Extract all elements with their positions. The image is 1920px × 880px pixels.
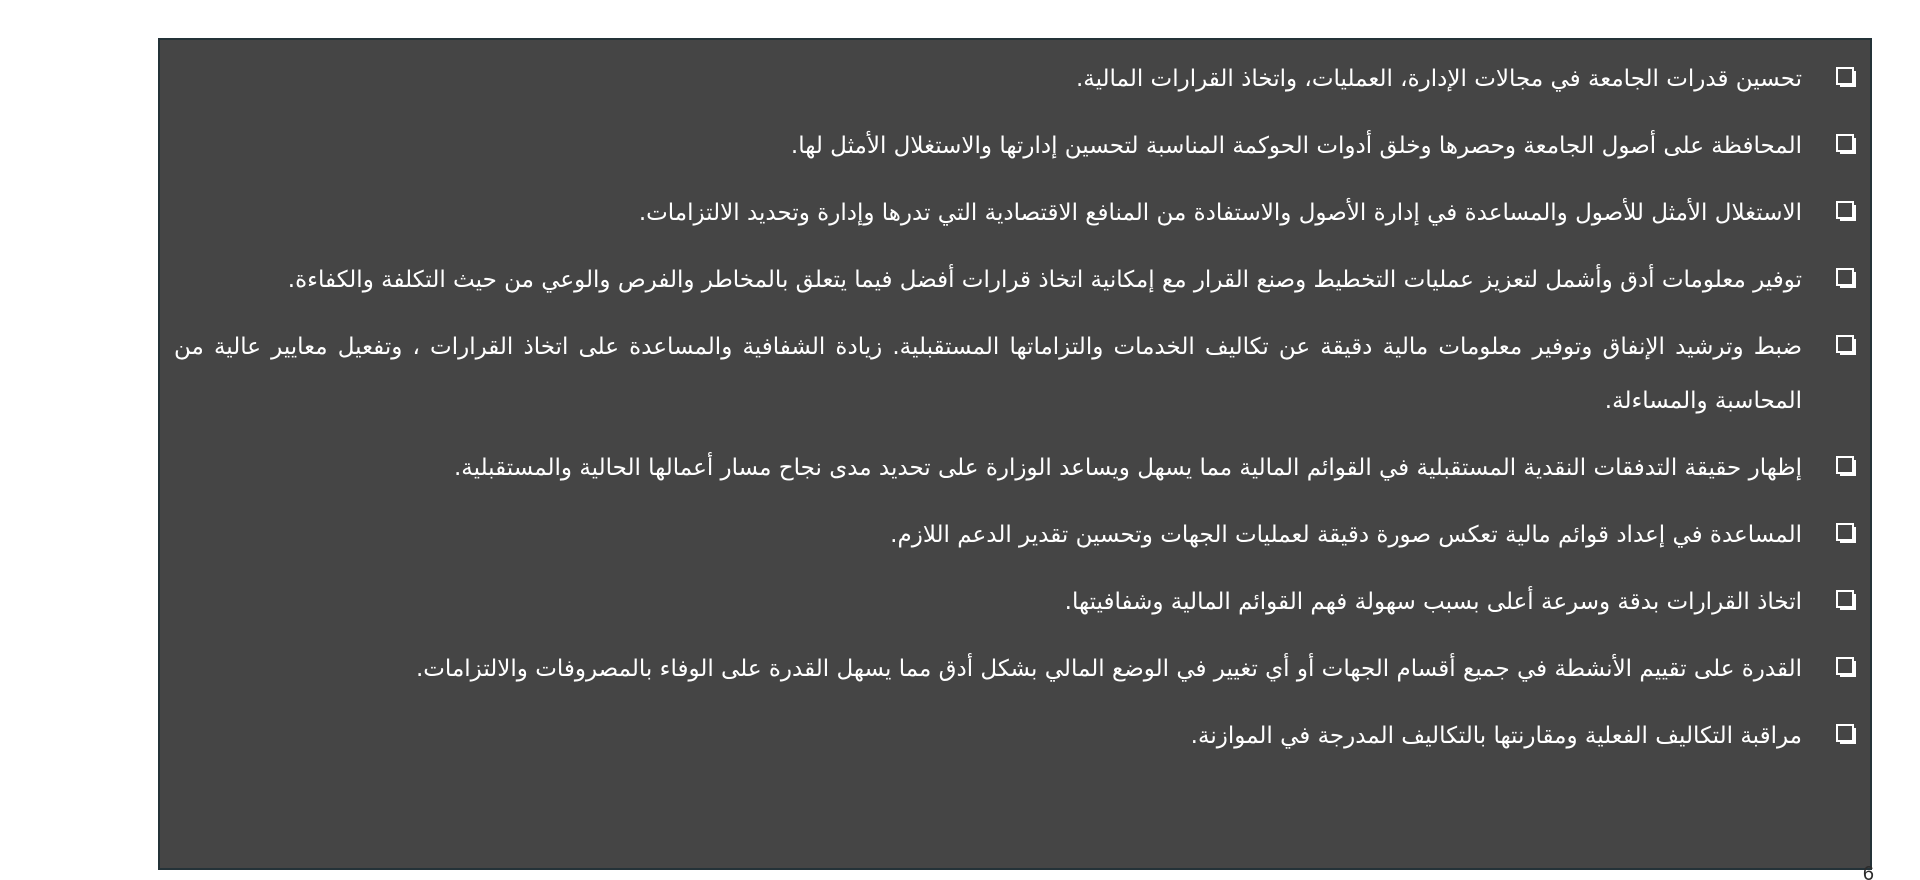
list-item-text: القدرة على تقييم الأنشطة في جميع أقسام الجهات أو أي تغيير في الوضع المالي بشكل أدق مما يسهل القدرة على الوفاء بالمصروفات والالتزامات. <box>415 656 1802 682</box>
list-item <box>174 186 1854 253</box>
list-item <box>174 52 1854 119</box>
list-item <box>174 441 1854 508</box>
clipped-heading-fragment <box>1000 0 1700 14</box>
benefits-panel <box>158 38 1872 870</box>
list-item-text: توفير معلومات أدق وأشمل لتعزيز عمليات التخطيط وصنع القرار مع إمكانية اتخاذ قرارات أفضل فيما يتعلق بالمخاطر والفرص والوعي من حيث التكلفة والكفاءة. <box>287 267 1802 293</box>
list-item <box>174 119 1854 186</box>
list-item-text: الاستغلال الأمثل للأصول والمساعدة في إدارة الأصول والاستفادة من المنافع الاقتصادية التي تدرها وإدارة وتحديد الالتزامات. <box>638 200 1802 226</box>
page-number: 6 <box>1862 863 1874 880</box>
checkbox-bullet-icon <box>1836 724 1854 742</box>
list-item-text: مراقبة التكاليف الفعلية ومقارنتها بالتكاليف المدرجة في الموازنة. <box>1190 723 1802 749</box>
list-item <box>174 253 1854 320</box>
checkbox-bullet-icon <box>1836 335 1854 353</box>
list-item-text: ضبط وترشيد الإنفاق وتوفير معلومات مالية دقيقة عن تكاليف الخدمات والتزاماتها المستقبلية. زيادة الشفافية والمساعدة على اتخاذ القرارات ، وتفعيل معايير عالية من المحاسبة والمساءلة. <box>174 334 1802 414</box>
checkbox-bullet-icon <box>1836 268 1854 286</box>
checkbox-bullet-icon <box>1836 201 1854 219</box>
list-item-text: اتخاذ القرارات بدقة وسرعة أعلى بسبب سهولة فهم القوائم المالية وشفافيتها. <box>1064 589 1802 615</box>
checkbox-bullet-icon <box>1836 590 1854 608</box>
checkbox-bullet-icon <box>1836 134 1854 152</box>
checkbox-bullet-icon <box>1836 456 1854 474</box>
list-item <box>174 508 1854 575</box>
list-item-text: تحسين قدرات الجامعة في مجالات الإدارة، العمليات، واتخاذ القرارات المالية. <box>1075 66 1802 92</box>
list-item-text: المحافظة على أصول الجامعة وحصرها وخلق أدوات الحوكمة المناسبة لتحسين إدارتها والاستغلال الأمثل لها. <box>790 133 1802 159</box>
list-item <box>174 320 1854 441</box>
list-item-text: المساعدة في إعداد قوائم مالية تعكس صورة دقيقة لعمليات الجهات وتحسين تقدير الدعم اللازم. <box>890 522 1802 548</box>
list-item-text: إظهار حقيقة التدفقات النقدية المستقبلية في القوائم المالية مما يسهل ويساعد الوزارة على تحديد مدى نجاح مسار أعمالها الحالية والمستقبلية. <box>453 455 1802 481</box>
benefits-list <box>174 52 1854 776</box>
list-item <box>174 575 1854 642</box>
checkbox-bullet-icon <box>1836 657 1854 675</box>
list-item <box>174 709 1854 776</box>
checkbox-bullet-icon <box>1836 67 1854 85</box>
checkbox-bullet-icon <box>1836 523 1854 541</box>
list-item <box>174 642 1854 709</box>
